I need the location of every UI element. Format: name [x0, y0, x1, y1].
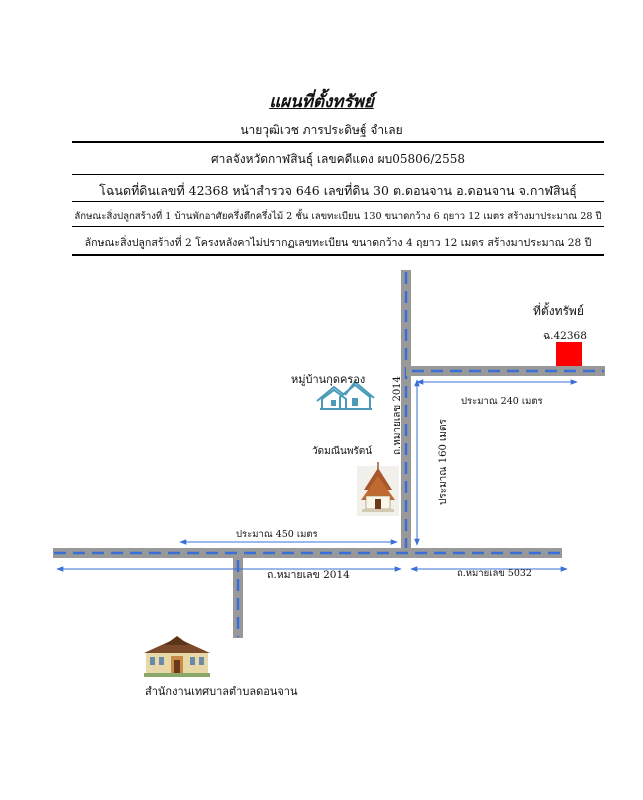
property-label: ที่ตั้งทรัพย์	[533, 304, 584, 318]
map-title: แผนที่ตั้งทรัพย์	[269, 92, 374, 112]
village-label: หมู่บ้านกุดครอง	[291, 373, 366, 386]
office-label: สำนักงานเทศบาลตำบลดอนจาน	[145, 685, 298, 698]
temple-label: วัดมณีนพรัตน์	[312, 446, 373, 457]
building-1-info: ลักษณะสิ่งปลูกสร้างที่ 1 บ้านพักอาศัยครึ่งตึกครึ่งไม้ 2 ชั้น เลขทะเบียน 130 ขนาดกว้าง 6 ฤยาว 12 เมตร สร้างมาประมาณ 28 ปี	[74, 211, 602, 222]
road-office-branch	[233, 558, 243, 638]
property-marker	[556, 342, 582, 366]
distance-label-450: ประมาณ 450 เมตร	[236, 529, 318, 540]
owner-name: นายวุฒิเวช ภารประดิษฐ์ จำเลย	[240, 123, 403, 137]
road-main-2014	[53, 548, 562, 558]
road-label-5032: ถ.หมายเลข 5032	[457, 568, 532, 579]
deed-info: โฉนดที่ดินเลขที่ 42368 หน้าสำรวจ 646 เลขที่ดิน 30 ต.ดอนจาน อ.ดอนจาน จ.กาฬสินธุ์	[99, 183, 577, 198]
distance-label-240: ประมาณ 240 เมตร	[461, 396, 543, 407]
office-building-icon	[144, 636, 210, 677]
temple-icon	[357, 462, 399, 516]
distance-label-160: ประมาณ 160 เมตร	[438, 419, 449, 505]
building-2-info: ลักษณะสิ่งปลูกสร้างที่ 2 โครงหลังคาไม่ปรากฏเลขทะเบียน ขนาดกว้าง 4 ฤยาว 12 เมตร สร้างมาประมาณ 28 ปี	[84, 237, 592, 249]
road-label-main-2014: ถ.หมายเลข 2014	[267, 569, 350, 581]
court-case: ศาลจังหวัดกาฬสินธุ์ เลขคดีแดง ผบ05806/2558	[211, 152, 465, 166]
deed-number-label: ฉ.42368	[543, 330, 587, 342]
road-property-branch	[406, 366, 605, 376]
road-label-vertical-2014: ถ.หมายเลข 2014	[392, 376, 403, 455]
